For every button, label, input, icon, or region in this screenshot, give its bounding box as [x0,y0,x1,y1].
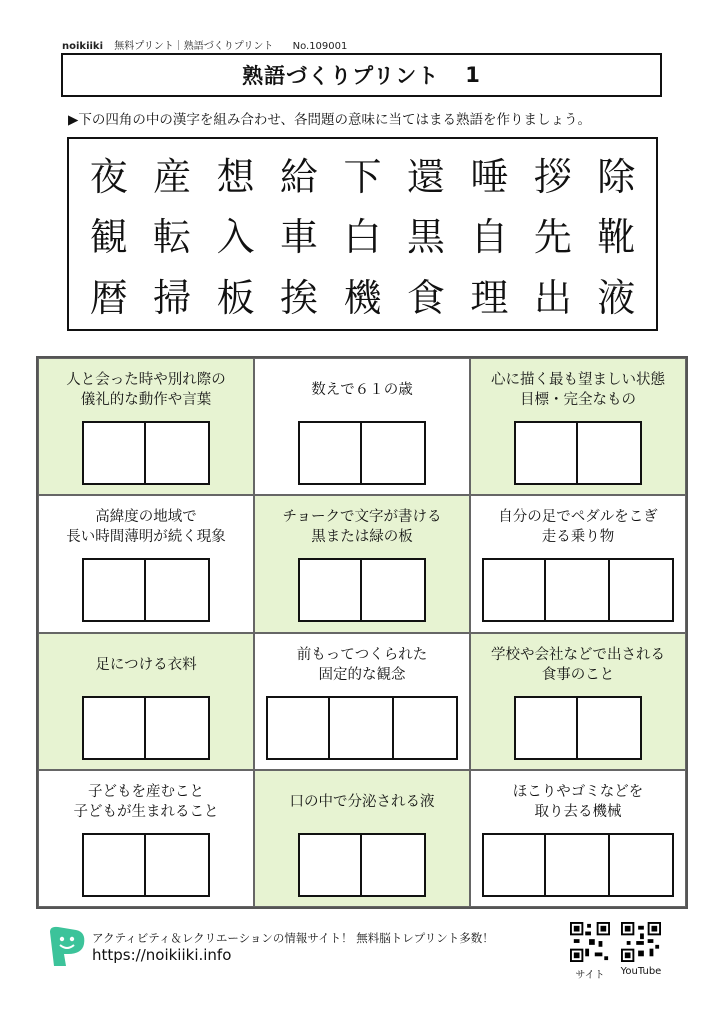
header-category: 無料プリント｜熟語づくりプリント [114,41,274,52]
question-text: 子どもを産むこと 子どもが生まれること [73,783,219,820]
answer-boxes [82,421,210,485]
kanji-character: 板 [216,276,255,321]
question-text: 自分の足でペダルをこぎ 走る乗り物 [498,509,658,546]
kanji-character: 自 [470,215,509,260]
answer-box[interactable] [82,421,146,485]
answer-box[interactable] [298,558,362,622]
question-cell [38,770,254,907]
answer-boxes [482,833,674,897]
question-cell [470,633,686,770]
kanji-character: 転 [153,215,192,260]
question-text: 口の中で分泌される液 [289,793,435,810]
answer-box[interactable] [546,833,610,897]
question-text: 人と会った時や別れ際の 儀礼的な動作や言葉 [66,372,226,408]
kanji-character: 還 [406,154,445,199]
question-cell [38,495,254,632]
kanji-character: 暦 [89,276,128,321]
kanji-character: 黒 [406,215,445,260]
kanji-character: 機 [343,276,382,321]
qr-site-label: サイト [575,970,605,981]
kanji-character: 白 [343,215,382,260]
answer-box[interactable] [610,833,674,897]
question-grid [36,356,688,909]
question-text: 高緯度の地域で 長い時間薄明が続く現象 [66,509,226,546]
question-cell [254,358,470,495]
answer-boxes [514,421,642,485]
answer-box[interactable] [362,421,426,485]
question-text: 学校や会社などで出される 食事のこと [491,646,665,683]
answer-box[interactable] [330,696,394,760]
question-cell [38,358,254,495]
answer-boxes [298,833,426,897]
question-cell [254,495,470,632]
qr-code-site-icon[interactable] [570,922,610,962]
brand-name: noikiiki [62,41,104,52]
page-title [61,53,662,97]
answer-box[interactable] [298,421,362,485]
title-number: 1 [465,63,481,87]
kanji-character: 食 [406,276,445,321]
kanji-character: 掃 [153,276,192,321]
kanji-character: 夜 [89,154,128,199]
answer-box[interactable] [610,558,674,622]
kanji-character: 先 [533,215,572,260]
qr-code-youtube-icon[interactable] [621,922,661,962]
answer-box[interactable] [298,833,362,897]
answer-boxes [266,696,458,760]
answer-box[interactable] [146,696,210,760]
question-cell [470,358,686,495]
footer-url[interactable]: https://noikiiki.info [92,946,232,964]
answer-box[interactable] [394,696,458,760]
answer-boxes [82,696,210,760]
question-text: 心に描く最も望ましい状態 目標・完全なもの [491,372,665,408]
question-text: 数えで６１の歳 [311,382,413,398]
kanji-character: 想 [216,154,255,199]
answer-boxes [298,421,426,485]
question-cell [254,770,470,907]
answer-boxes [514,696,642,760]
title-text: 熟語づくりプリント [242,64,440,88]
kanji-character: 下 [343,154,382,199]
question-cell [470,495,686,632]
answer-box[interactable] [82,833,146,897]
kanji-character: 液 [597,276,636,321]
answer-box[interactable] [146,833,210,897]
question-text: ほこりやゴミなどを 取り去る機械 [512,783,644,820]
answer-box[interactable] [82,558,146,622]
kanji-character: 挨 [280,276,319,321]
answer-boxes [82,558,210,622]
kanji-character: 唾 [470,154,509,199]
answer-box[interactable] [266,696,330,760]
answer-box[interactable] [514,421,578,485]
kanji-character: 出 [533,276,572,321]
answer-box[interactable] [578,696,642,760]
answer-box[interactable] [362,833,426,897]
question-cell [254,633,470,770]
question-text: 足につける衣料 [95,656,197,673]
instruction-text: ▶下の四角の中の漢字を組み合わせ、各問題の意味に当てはまる熟語を作りましょう。 [68,112,591,128]
kanji-character: 入 [216,215,255,260]
answer-box[interactable] [146,421,210,485]
answer-box[interactable] [514,696,578,760]
answer-boxes [298,558,426,622]
answer-boxes [82,833,210,897]
print-number: No.109001 [292,41,348,52]
question-text: チョークで文字が書ける 黒または緑の板 [282,509,442,546]
answer-boxes [482,558,674,622]
kanji-character: 給 [280,154,319,199]
answer-box[interactable] [82,696,146,760]
question-cell [470,770,686,907]
question-cell [38,633,254,770]
answer-box[interactable] [362,558,426,622]
kanji-character: 産 [153,154,192,199]
question-text: 前もってつくられた 固定的な観念 [296,646,428,683]
answer-box[interactable] [482,833,546,897]
answer-box[interactable] [146,558,210,622]
kanji-character: 車 [280,215,319,260]
answer-box[interactable] [546,558,610,622]
noikiiki-logo-icon [44,924,88,968]
kanji-character: 拶 [533,154,572,199]
answer-box[interactable] [578,421,642,485]
kanji-pool [67,137,658,331]
kanji-character: 観 [89,215,128,260]
kanji-character: 理 [470,276,509,321]
header-line [62,37,347,52]
qr-youtube-label: YouTube [620,966,662,977]
answer-box[interactable] [482,558,546,622]
kanji-character: 除 [597,154,636,199]
footer-tagline: アクティビティ＆レクリエーションの情報サイト！ 無料脳トレプリント多数！ [92,931,494,945]
kanji-character: 靴 [597,215,636,260]
